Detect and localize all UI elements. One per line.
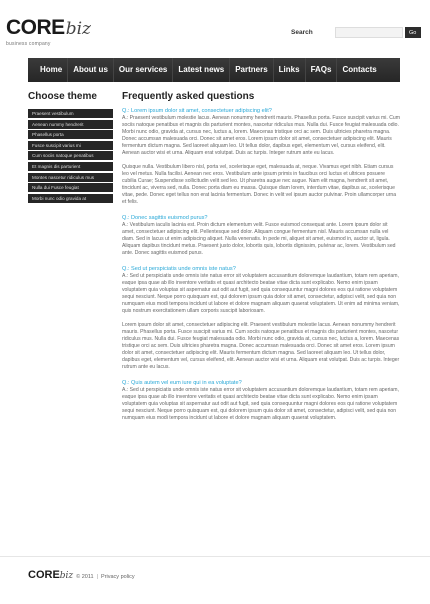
faq-question[interactable]: Q.: Sed ut perspiciatis unde omnis iste natus? <box>122 266 236 272</box>
sidebar-item[interactable]: Phasellus porta <box>28 130 113 139</box>
sidebar-item[interactable]: Cum sociis natoque penatibus <box>28 151 113 160</box>
faq-answer: A.: Vestibulum iaculis lacinia est. Proin dictum elementum velit. Fusce euismod consequat ante. Lorem ipsum dolor sit amet, consectetuer adipiscing elit. Pellentesque sed dolor. Aliquam congue fermentum nisl. Mauris accumsan nulla vel diam. Sed in lacus ut enim adipiscing aliquet. Nulla venenatis. In pede mi, aliquet sit amet, euismod in, auctor ut, ligula. Aliquam dapibus tincidunt metus. Praesent justo dolor, lobortis quis, lobortis dignissim, pulvinar ac, lorem. Vestibulum sed ante. Donec sagittis euismod purus. <box>122 222 396 256</box>
search-form <box>291 27 421 38</box>
nav-item-about-us[interactable]: About us <box>68 58 114 82</box>
logo-tagline: business company <box>6 41 51 47</box>
sidebar-item[interactable]: Aenean nummy hendrerit <box>28 120 113 129</box>
footer-copyright: © 2011 <box>76 574 94 580</box>
faq-paragraph: Quisque nulla. Vestibulum libero nisl, porta vel, scelerisque eget, malesuada at, neque. Vivamus eget nibh. Etiam cursus leo vel metus. Nulla facilisi. Aenean nec eros. Vestibulum ante ipsum primis in faucibus orci luctus et ultrices posuere cubilia Curae; Suspendisse sollicitudin velit sed leo. Ut pharetra augue nec augue. Nam elit magna, hendrerit sit amet, tincidunt ac, viverra sed, nulla. Donec porta diam eu massa. Quisque diam lorem, interdum vitae, dapibus ac, scelerisque vitae, pede. Donec eget tellus non erat lacinia fermentum. Donec in velit vel ipsum auctor pulvinar. Proin ullamcorper urna et felis. <box>122 164 397 205</box>
faq-answer: A.: Praesent vestibulum molestie lacus. Aenean nonummy hendrerit mauris. Phasellus porta. Fusce suscipit varius mi. Cum sociis natoque penatibus et magnis dis parturient montes, nascetur ridiculus mus. Nulla dui. Fusce feugiat malesuada odio. Morbi nunc odio, gravida at, cursus nec, luctus a, lorem. Maecenas tristique orci ac sem. Duis ultricies pharetra magna. Donec accumsan malesuada orci. Donec sit amet eros. Lorem ipsum dolor sit amet, consectetuer adipiscing elit. Mauris fermentum dictum magna. Sed laoreet aliquam leo. Ut tellus dolor, dapibus eget, elementum vel, cursus eleifend, elit. Aenean auctor wisi et urna. Aliquam erat volutpat. Duis ac turpis. Integer rutrum ante eu lacus. <box>122 115 401 156</box>
sidebar-item[interactable]: Montes nascetur ridiculus mus <box>28 173 113 182</box>
nav-item-faqs[interactable]: FAQs <box>306 58 338 82</box>
faq-answer: A.: Sed ut perspiciatis unde omnis iste natus error sit voluptatem accusantium doloremque laudantium, totam rem aperiam, eaque ipsa quae ab illo inventore veritatis et quasi architecto beatae vitae dicta sunt explicabo. Nemo enim ipsam voluptatem quia voluptas sit aspernatur aut odit aut fugit, sed quia consequuntur magni dolores eos qui ratione voluptatem sequi nesciunt. Neque porro quisquam est, qui dolorem ipsum quia dolor sit amet, consectetur, adipisci velit, sed quia non numquam eius modi tempora incidunt ut labore et dolore magnam aliquam quaerat voluptatem. <box>122 387 399 421</box>
nav-item-links[interactable]: Links <box>274 58 306 82</box>
sidebar-item[interactable]: Nulla dui Fusce feugiat <box>28 183 113 192</box>
sidebar-item[interactable]: Praesent vestibulum <box>28 109 113 118</box>
sidebar-item[interactable]: Morbi nunc odio gravida at <box>28 194 113 203</box>
page-title: Frequently asked questions <box>122 91 255 102</box>
faq-content <box>122 91 400 422</box>
footer-divider <box>0 556 430 557</box>
sidebar-item[interactable]: Fusce suscipit varius mi <box>28 141 113 150</box>
logo[interactable] <box>6 18 91 47</box>
search-label: Search <box>291 29 313 36</box>
logo-main: CORE <box>6 16 65 39</box>
footer-separator: | <box>96 574 99 580</box>
faq-question[interactable]: Q.: Lorem ipsum dolor sit amet, consectetuer adipiscing elit? <box>122 108 272 114</box>
faq-question[interactable]: Q.: Quis autem vel eum iure qui in ea voluptate? <box>122 380 242 386</box>
nav-item-our-services[interactable]: Our services <box>114 58 173 82</box>
footer-logo-main: CORE <box>28 569 60 581</box>
nav-item-latest-news[interactable]: Latest news <box>173 58 230 82</box>
nav-item-contacts[interactable]: Contacts <box>342 65 377 74</box>
search-input[interactable] <box>335 27 403 38</box>
logo-suffix: biz <box>65 19 91 39</box>
nav-item-partners[interactable]: Partners <box>230 58 273 82</box>
faq-answer: A.: Sed ut perspiciatis unde omnis iste natus error sit voluptatem accusantium doloremque laudantium, totam rem aperiam, eaque ipsa quae ab illo inventore veritatis et quasi architecto beatae vitae dicta sunt explicabo. Nemo enim ipsam voluptatem quia voluptas sit aspernatur aut odit aut fugit, sed quia consequuntur magni dolores eos qui ratione voluptatem sequi nesciunt. Neque porro quisquam est, qui dolorem ipsum quia dolor sit amet, consectetur, adipisci velit, sed quia non numquam eius modi tempora incidunt ut labore et dolore magnam aliquam quaerat voluptatem. Ut enim ad minima veniam, quis nostrum exercitationem ullam corporis suscipit laboriosam. <box>122 273 400 314</box>
footer-logo-suffix: biz <box>59 571 74 581</box>
faq-question[interactable]: Q.: Donec sagittis euismod purus? <box>122 215 208 221</box>
sidebar-item[interactable]: Et magnis dis parturient <box>28 162 113 171</box>
main-nav <box>28 58 400 82</box>
sidebar <box>28 91 113 204</box>
faq-paragraph: Lorem ipsum dolor sit amet, consectetuer adipiscing elit. Praesent vestibulum molestie lacus. Aenean nonummy hendrerit mauris. Phasellus porta. Fusce suscipit varius mi. Cum sociis natoque penatibus et magnis dis parturient montes, nascetur ridiculus mus. Nulla dui. Fusce feugiat malesuada odio. Morbi nunc odio, gravida at, cursus nec, luctus a, lorem. Maecenas tristique orci ac sem. Duis ultricies pharetra magna. Donec accumsan malesuada orci. Donec sit amet eros. Lorem ipsum dolor sit amet, consectetuer adipiscing elit. Mauris fermentum dictum magna. Sed laoreet aliquam leo. Ut tellus dolor, dapibus eget, elementum vel, cursus eleifend, elit. Aenean auctor wisi et urna. Aliquam erat volutpat. Duis ac turpis. Integer rutrum ante eu lacus. <box>122 322 400 370</box>
search-button[interactable]: Go <box>405 27 421 38</box>
sidebar-title: Choose theme <box>28 91 97 102</box>
nav-item-home[interactable]: Home <box>35 58 68 82</box>
footer <box>28 569 135 581</box>
privacy-policy-link[interactable]: Privacy policy <box>101 574 135 580</box>
